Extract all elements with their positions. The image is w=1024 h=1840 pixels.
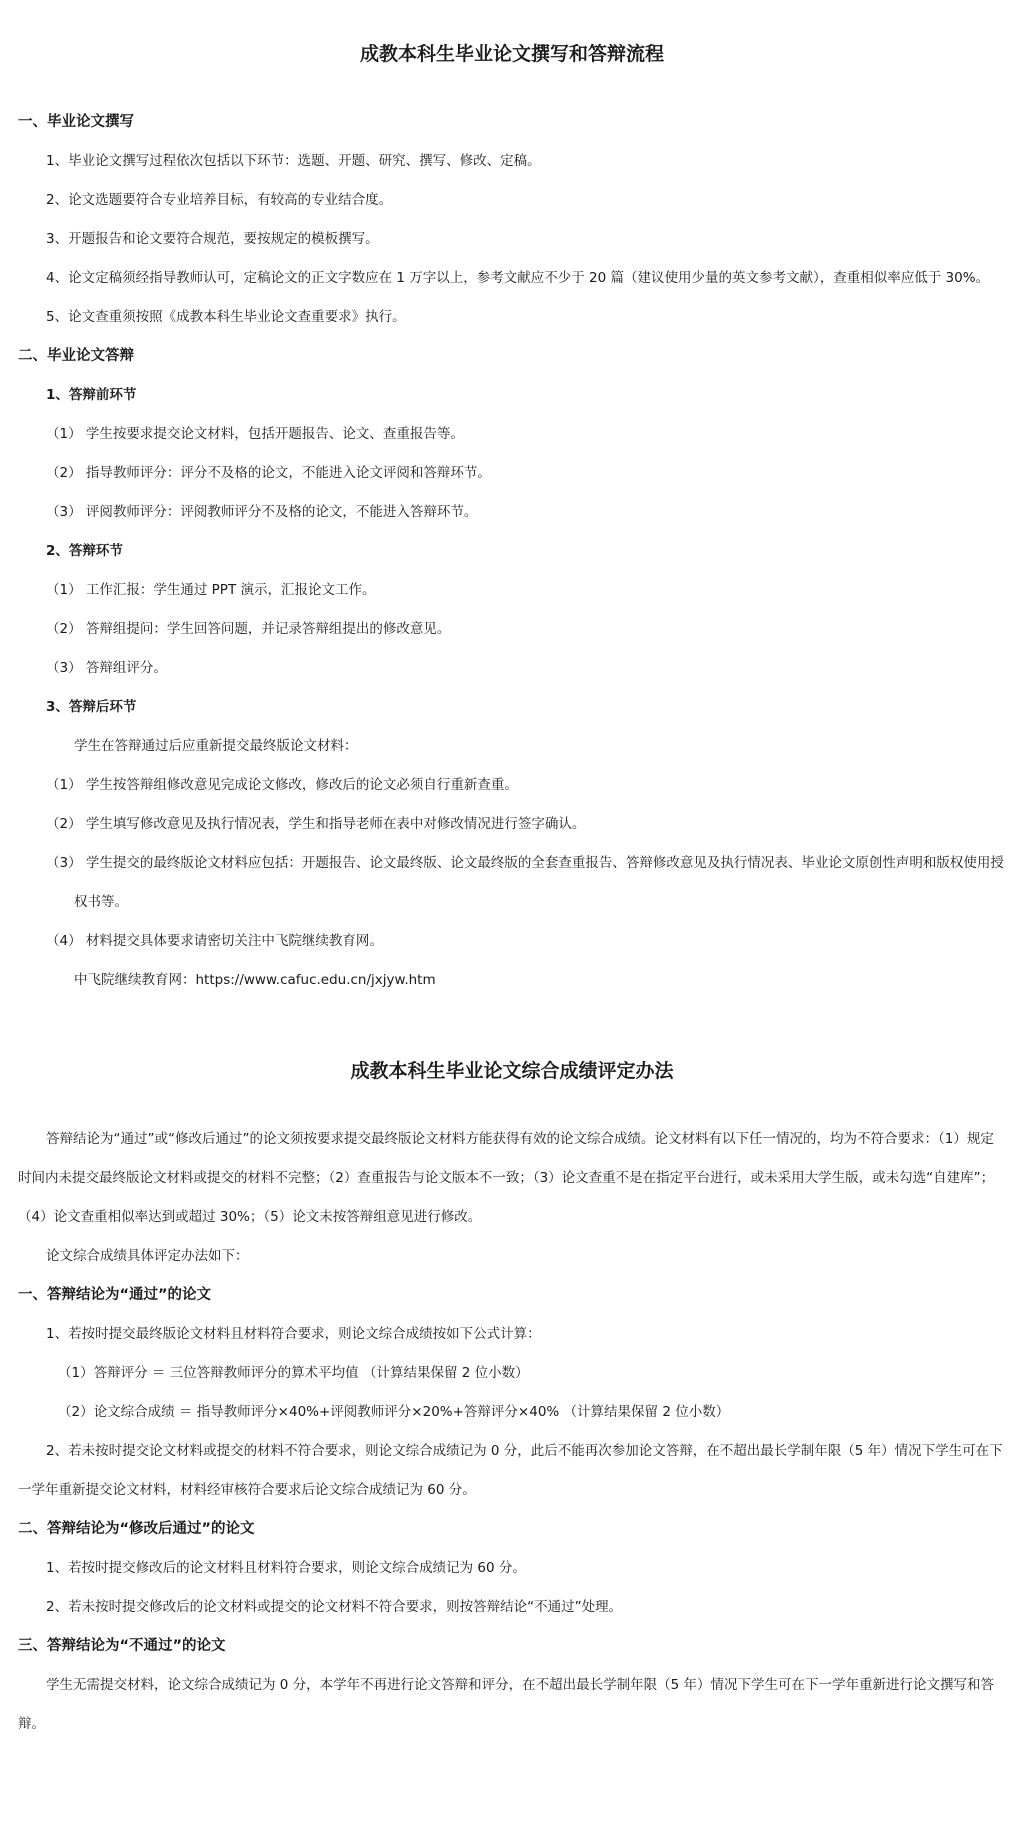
- doc1-sub1-heading: 1、答辩前环节: [46, 387, 137, 403]
- doc1-sub1-item: （3） 评阅教师评分：评阅教师评分不及格的论文，不能进入答辩环节。: [46, 504, 478, 520]
- doc1-website-line: 中飞院继续教育网：https://www.cafuc.edu.cn/jxjyw.htm: [74, 972, 436, 988]
- doc2-sectionC-heading: 三、答辩结论为“不通过”的论文: [18, 1638, 226, 1654]
- doc1-section1-item: 4、论文定稿须经指导教师认可，定稿论文的正文字数应在 1 万字以上，参考文献应不少于 20 篇（建议使用少量的英文参考文献），查重相似率应低于 30%。: [46, 270, 990, 286]
- doc2-formula2: （2）论文综合成绩 ＝ 指导教师评分×40%+评阅教师评分×20%+答辩评分×40% （计算结果保留 2 位小数）: [58, 1404, 730, 1420]
- doc1-section1-item: 1、毕业论文撰写过程依次包括以下环节：选题、开题、研究、撰写、修改、定稿。: [46, 153, 541, 169]
- doc2-sectionB-item1: 1、若按时提交修改后的论文材料且材料符合要求，则论文综合成绩记为 60 分。: [46, 1560, 526, 1576]
- doc2-intro: 答辩结论为“通过”或“修改后通过”的论文须按要求提交最终版论文材料方能获得有效的论文综合成绩。论文材料有以下任一情况的，均为不符合要求：（1）规定时间内未提交最终版论文材料或提交的材料不完整；（2）查重报告与论文版本不一致；（3）论文查重不是在指定平台进行，或未采用大学生版，或未勾选“自建库”；（4）论文查重相似率达到或超过 30%；（5）论文未按答辩组意见进行修改。: [18, 1131, 995, 1225]
- doc2-formula1: （1）答辩评分 ＝ 三位答辩教师评分的算术平均值 （计算结果保留 2 位小数）: [58, 1365, 529, 1381]
- doc1-section1-item: 5、论文查重须按照《成教本科生毕业论文查重要求》执行。: [46, 309, 406, 325]
- doc1-sub2-item: （1） 工作汇报：学生通过 PPT 演示，汇报论文工作。: [46, 582, 376, 598]
- doc2-title: 成教本科生毕业论文综合成绩评定办法: [350, 1060, 674, 1082]
- doc1-sub3-intro: 学生在答辩通过后应重新提交最终版论文材料：: [74, 738, 358, 754]
- doc1-sub3-heading: 3、答辩后环节: [46, 699, 137, 715]
- doc2-sectionB-item2: 2、若未按时提交修改后的论文材料或提交的论文材料不符合要求，则按答辩结论“不通过”处理。: [46, 1599, 623, 1615]
- doc2-sectionA-heading: 一、答辩结论为“通过”的论文: [18, 1287, 212, 1303]
- doc1-section1-heading: 一、毕业论文撰写: [18, 114, 134, 130]
- doc1-sub2-item: （2） 答辩组提问：学生回答问题，并记录答辩组提出的修改意见。: [46, 621, 451, 637]
- doc2-sectionA-item1: 1、若按时提交最终版论文材料且材料符合要求，则论文综合成绩按如下公式计算：: [46, 1326, 541, 1342]
- doc1-title: 成教本科生毕业论文撰写和答辩流程: [359, 43, 664, 65]
- doc1-sub3-item: （4） 材料提交具体要求请密切关注中飞院继续教育网。: [46, 933, 383, 949]
- doc2-intro2: 论文综合成绩具体评定办法如下：: [46, 1248, 249, 1264]
- doc1-sub3-item: （3） 学生提交的最终版论文材料应包括：开题报告、论文最终版、论文最终版的全套查重报告、答辩修改意见及执行情况表、毕业论文原创性声明和版权使用授权书等。: [46, 855, 1004, 910]
- doc2-sectionB-heading: 二、答辩结论为“修改后通过”的论文: [18, 1521, 255, 1537]
- doc1-section2-heading: 二、毕业论文答辩: [18, 348, 134, 364]
- doc1-sub2-heading: 2、答辩环节: [46, 543, 123, 559]
- doc1-sub1-item: （1） 学生按要求提交论文材料，包括开题报告、论文、查重报告等。: [46, 426, 464, 442]
- doc1-sub3-item: （2） 学生填写修改意见及执行情况表，学生和指导老师在表中对修改情况进行签字确认。: [46, 816, 586, 832]
- doc1-sub1-item: （2） 指导教师评分：评分不及格的论文，不能进入论文评阅和答辩环节。: [46, 465, 491, 481]
- doc2-sectionA-item2: 2、若未按时提交论文材料或提交的材料不符合要求，则论文综合成绩记为 0 分，此后不能再次参加论文答辩，在不超出最长学制年限（5 年）情况下学生可在下一学年重新提交论文材料，材料经审核符合要求后论文综合成绩记为 60 分。: [18, 1443, 1003, 1498]
- doc2-sectionC-body: 学生无需提交材料，论文综合成绩记为 0 分，本学年不再进行论文答辩和评分，在不超出最长学制年限（5 年）情况下学生可在下一学年重新进行论文撰写和答辩。: [18, 1677, 995, 1732]
- doc1-section1-item: 3、开题报告和论文要符合规范，要按规定的模板撰写。: [46, 231, 379, 247]
- doc1-sub2-item: （3） 答辩组评分。: [46, 660, 167, 676]
- doc1-section1-item: 2、论文选题要符合专业培养目标，有较高的专业结合度。: [46, 192, 393, 208]
- doc1-sub3-item: （1） 学生按答辩组修改意见完成论文修改，修改后的论文必须自行重新查重。: [46, 777, 518, 793]
